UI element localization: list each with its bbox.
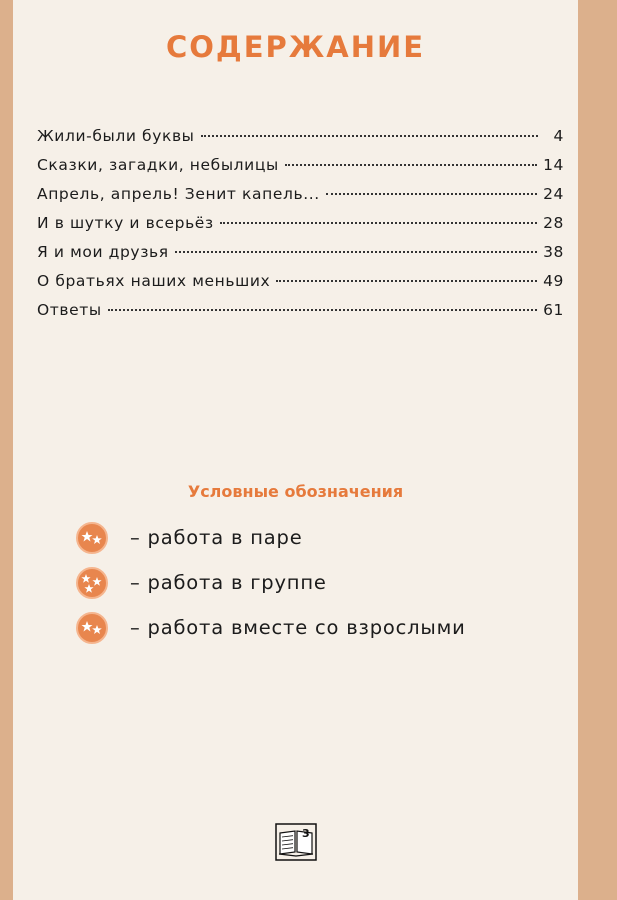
toc-row[interactable] bbox=[37, 301, 564, 330]
three-stars-icon bbox=[76, 567, 108, 599]
toc-page-number: 4 bbox=[553, 127, 564, 145]
legend-item bbox=[76, 560, 556, 605]
legend-item-text: – работа вместе со взрослыми bbox=[130, 616, 466, 639]
legend-item bbox=[76, 605, 556, 650]
legend-item-text: – работа в паре bbox=[130, 526, 303, 549]
toc-row[interactable] bbox=[37, 272, 564, 301]
toc-entry-title: Жили-были буквы bbox=[37, 127, 195, 145]
page-title: СОДЕРЖАНИЕ bbox=[165, 30, 426, 64]
table-of-contents bbox=[37, 127, 564, 330]
toc-row[interactable] bbox=[37, 243, 564, 272]
toc-leader-dots bbox=[276, 280, 537, 282]
toc-leader-dots bbox=[108, 309, 537, 311]
toc-entry-title: Апрель, апрель! Зенит капель... bbox=[37, 185, 320, 203]
two-stars-icon bbox=[76, 612, 108, 644]
toc-leader-dots bbox=[285, 164, 537, 166]
legend-item-text: – работа в группе bbox=[130, 571, 327, 594]
page-number: 3 bbox=[302, 827, 310, 840]
toc-page-number: 38 bbox=[543, 243, 564, 261]
legend bbox=[76, 515, 556, 650]
toc-entry-title: Я и мои друзья bbox=[37, 243, 169, 261]
legend-title: Условные обозначения bbox=[187, 482, 404, 501]
toc-row[interactable] bbox=[37, 127, 564, 156]
toc-row[interactable] bbox=[37, 156, 564, 185]
toc-page-number: 24 bbox=[543, 185, 564, 203]
toc-leader-dots bbox=[220, 222, 537, 224]
toc-entry-title: И в шутку и всерьёз bbox=[37, 214, 214, 232]
toc-entry-title: О братьях наших меньших bbox=[37, 272, 271, 290]
toc-leader-dots bbox=[175, 251, 537, 253]
legend-item bbox=[76, 515, 556, 560]
toc-row[interactable] bbox=[37, 185, 564, 214]
toc-entry-title: Сказки, загадки, небылицы bbox=[37, 156, 279, 174]
toc-page-number: 14 bbox=[543, 156, 564, 174]
page-number-badge bbox=[275, 823, 317, 861]
toc-page-number: 49 bbox=[543, 272, 564, 290]
toc-leader-dots bbox=[326, 193, 537, 195]
toc-leader-dots bbox=[201, 135, 538, 137]
open-book-icon bbox=[275, 823, 317, 861]
toc-entry-title: Ответы bbox=[37, 301, 102, 319]
toc-page-number: 61 bbox=[543, 301, 564, 319]
book-page bbox=[13, 0, 578, 900]
toc-row[interactable] bbox=[37, 214, 564, 243]
toc-page-number: 28 bbox=[543, 214, 564, 232]
two-stars-icon bbox=[76, 522, 108, 554]
